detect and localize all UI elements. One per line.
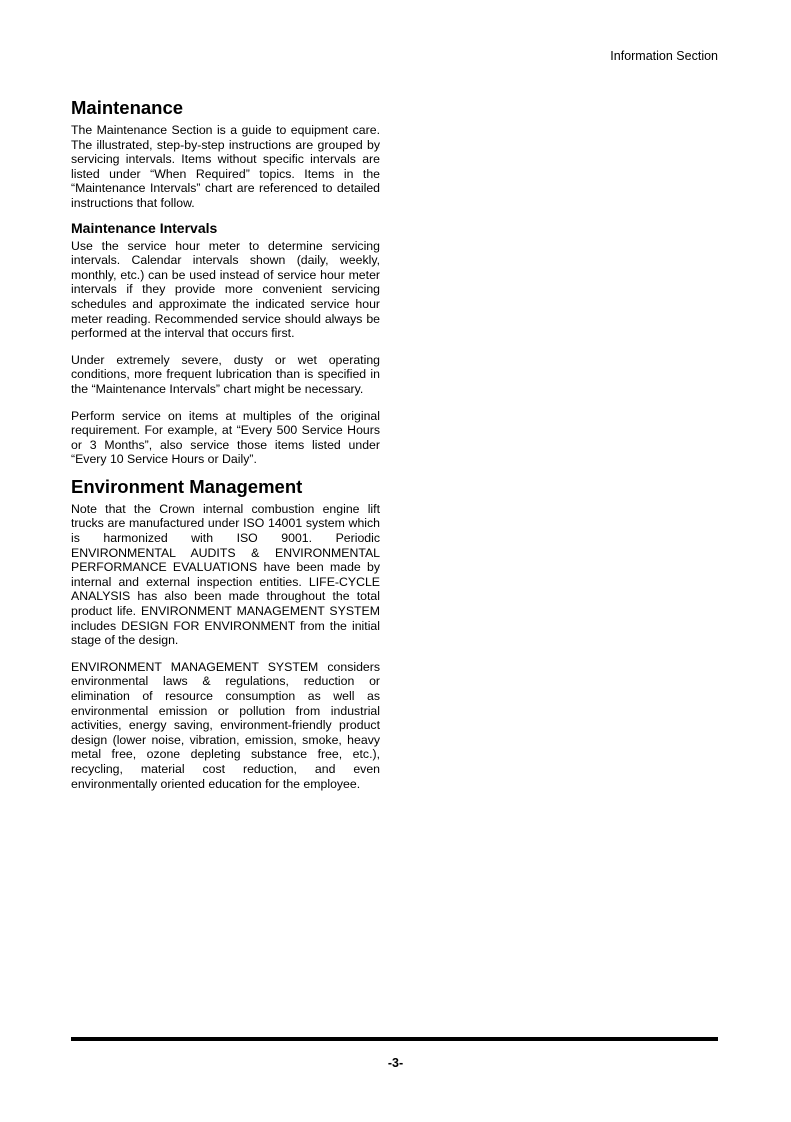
page-number: -3- bbox=[387, 1056, 404, 1070]
environment-management-heading: Environment Management bbox=[71, 475, 303, 497]
maintenance-heading: Maintenance bbox=[71, 97, 184, 118]
environment-management-paragraph: Note that the Crown internal combustion engine lift trucks are manufactured under ISO 14001 system which is harmonized with ISO 9001. Periodic ENVIRONMENTAL AUDITS & ENVIRONMENTAL PERFORMANCE EVALUATIONS have been made by internal and external inspection entities. LIFE-CYCLE ANALYSIS has also been made throughout the total product life. ENVIRONMENT MANAGEMENT SYSTEM includes DESIGN FOR ENVIRONMENT from the initial stage of the design. bbox=[71, 501, 380, 648]
maintenance-intervals-heading: Maintenance Intervals bbox=[71, 219, 218, 236]
footer-rule bbox=[71, 1037, 718, 1041]
maintenance-intervals-paragraph: Use the service hour meter to determine servicing intervals. Calendar intervals shown (daily, weekly, monthly, etc.) can be used instead of service hour meter intervals if they provide more convenient servicing schedules and approximate the indicated service hour meter reading. Recommended service should always be performed at the interval that occurs first. bbox=[71, 238, 380, 341]
content-column bbox=[71, 96, 380, 803]
maintenance-intervals-paragraph: Under extremely severe, dusty or wet operating conditions, more frequent lubrication than is specified in the “Maintenance Intervals” chart might be necessary. bbox=[71, 352, 380, 396]
environment-management-paragraph: ENVIRONMENT MANAGEMENT SYSTEM considers environmental laws & regulations, reduction or elimination of resource consumption as well as environmental emission or pollution from industrial activities, energy saving, environment-friendly product design (lower noise, vibration, emission, smoke, heavy metal free, ozone depleting substance free, etc.), recycling, material cost reduction, and even environmentally oriented education for the employee. bbox=[71, 659, 380, 791]
section-title: Information Section bbox=[610, 49, 718, 63]
maintenance-intro-paragraph: The Maintenance Section is a guide to equipment care. The illustrated, step-by-step instructions are grouped by servicing intervals. Items without specific intervals are listed under “When Required” topics. Items in the “Maintenance Intervals” chart are referenced to detailed instructions that follow. bbox=[71, 123, 380, 210]
maintenance-intervals-paragraph: Perform service on items at multiples of the original requirement. For example, at “Every 500 Service Hours or 3 Months”, also service those items listed under “Every 10 Service Hours or Daily”. bbox=[71, 408, 380, 467]
